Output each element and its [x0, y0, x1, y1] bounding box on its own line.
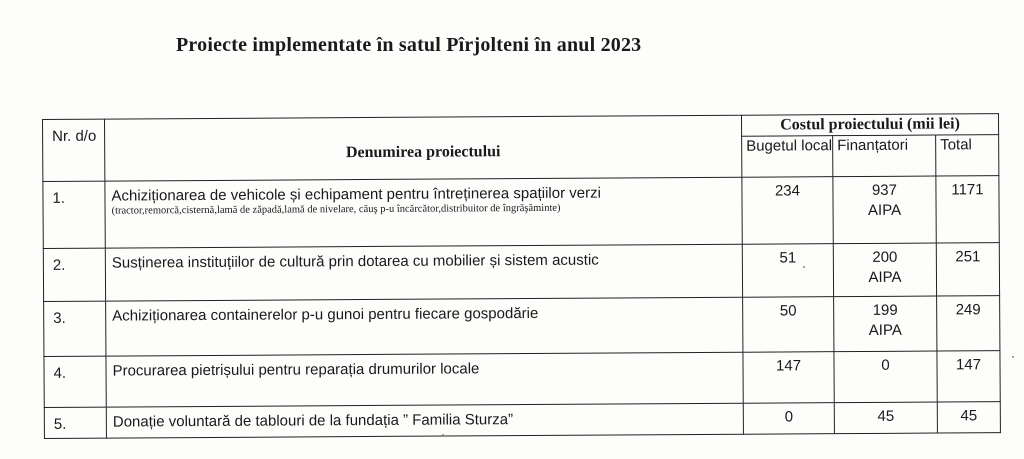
local-budget-value: 234	[742, 177, 833, 245]
funders-source: AIPA	[868, 321, 902, 339]
header-total: Total	[936, 135, 999, 176]
total-value: 1171	[936, 176, 999, 243]
row-number: 5.	[44, 407, 106, 438]
local-budget-value: 51	[742, 244, 833, 298]
header-cost: Costul proiectului (mii lei)	[741, 114, 998, 137]
table-row	[44, 351, 1000, 408]
table-row	[44, 402, 1000, 439]
header-nr: Nr. d/o	[43, 119, 105, 181]
funders-value: 0	[834, 351, 937, 403]
local-budget-value: 0	[743, 403, 834, 435]
scan-speck	[1012, 356, 1014, 358]
scan-speck	[442, 434, 444, 436]
header-local-budget: Bugetul local	[742, 136, 833, 178]
project-name-cell	[105, 177, 742, 248]
row-number: 3.	[44, 301, 106, 356]
project-name: Achiziționarea de vehicole și echipament pentru întreținerea spațiilor verzi	[111, 184, 601, 205]
project-name: Donație voluntară de tablouri de la fundația ” Familia Sturza”	[106, 403, 743, 438]
row-number: 1.	[43, 181, 105, 248]
funders-value: 199	[872, 301, 898, 319]
total-value: 147	[937, 351, 1000, 402]
project-name: Achiziționarea containerelor p-u gunoi pentru fiecare gospodărie	[106, 297, 743, 356]
total-value: 249	[937, 296, 1000, 351]
funders-value: 200	[872, 248, 898, 266]
local-budget-value: 50	[743, 297, 834, 353]
funders-source: AIPA	[868, 268, 902, 286]
funders-cell	[833, 243, 936, 297]
table-row	[44, 296, 1000, 357]
funders-value: 937	[871, 181, 898, 199]
project-detail: (tractor,remorcă,cisternă,lamă de zăpadă,lamă de nivelare, căuş p-u încărcător,distribuitor de îngrăşăminte)	[111, 202, 561, 217]
funders-cell	[834, 296, 937, 352]
table-row	[43, 243, 999, 302]
project-name: Procurarea pietrișului pentru reparația drumurilor locale	[106, 352, 743, 407]
funders-cell	[833, 176, 936, 244]
header-project-name: Denumirea proiectului	[105, 115, 742, 181]
local-budget-value: 147	[743, 352, 834, 404]
total-value: 251	[936, 243, 999, 296]
project-name: Susținerea instituțiilor de cultură prin dotarea cu mobilier și sistem acustic	[105, 244, 742, 301]
table-row	[43, 176, 999, 249]
projects-table	[42, 113, 1001, 439]
scan-speck	[803, 266, 805, 268]
row-number: 4.	[44, 356, 106, 407]
page-title: Proiecte implementate în satul Pîrjolteni în anul 2023	[176, 34, 642, 56]
total-value: 45	[937, 402, 1000, 433]
funders-value: 45	[834, 402, 937, 434]
row-number: 2.	[43, 248, 105, 301]
funders-source: AIPA	[867, 201, 902, 219]
header-funders: Finanțatori	[833, 135, 936, 177]
